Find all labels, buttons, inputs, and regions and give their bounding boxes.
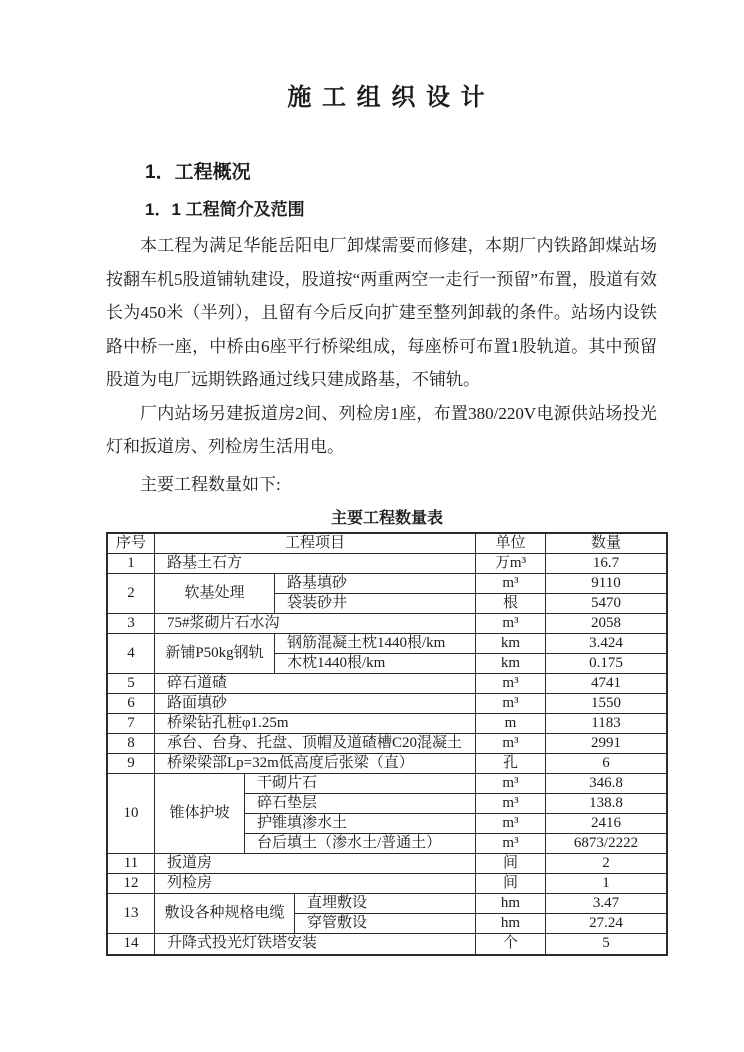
cell-no: 5 — [108, 674, 155, 694]
document-title: 施 工 组 织 设 计 — [287, 84, 487, 111]
cell-sub-item: 袋装砂井 — [275, 594, 476, 614]
subsection-heading: 1．1 工程简介及范围 — [145, 200, 305, 219]
cell-group-label: 敷设各种规格电缆 — [155, 894, 295, 934]
table-row-2 — [108, 574, 666, 614]
cell-unit: hm — [476, 894, 546, 914]
table-row-9 — [108, 754, 666, 774]
cell-unit: km — [476, 654, 546, 674]
cell-unit: 间 — [476, 874, 546, 894]
cell-qty: 0.175 — [546, 654, 666, 674]
quantity-table — [106, 532, 668, 956]
cell-qty: 346.8 — [546, 774, 666, 794]
cell-item: 路基土石方 — [155, 554, 476, 574]
table-row-5 — [108, 674, 666, 694]
header-cell-qty: 数量 — [546, 534, 666, 554]
cell-qty: 2 — [546, 854, 666, 874]
cell-qty: 3.424 — [546, 634, 666, 654]
paragraph-table-lead-in: 主要工程数量如下: — [140, 474, 281, 494]
cell-no: 4 — [108, 634, 155, 674]
cell-item: 碎石道碴 — [155, 674, 476, 694]
cell-no: 2 — [108, 574, 155, 614]
table-row-8 — [108, 734, 666, 754]
cell-unit: m³ — [476, 694, 546, 714]
cell-qty: 2416 — [546, 814, 666, 834]
cell-sub-item: 直埋敷设 — [295, 894, 476, 914]
table-header-row — [108, 534, 666, 554]
paragraph-project-intro: 本工程为满足华能岳阳电厂卸煤需要而修建，本期厂内铁路卸煤站场按翻车机5股道铺轨建设，股道按“两重两空一走行一预留”布置，股道有效长为450米（半列），且留有今后反向扩建至整列卸载的条件。站场内设铁路中桥一座，中桥由6座平行桥梁组成，每座桥可布置1股轨道。其中预留股道为电厂远期铁路通过线只建成路基，不铺轨。 — [106, 236, 657, 389]
cell-qty: 9110 — [546, 574, 666, 594]
cell-unit: m³ — [476, 814, 546, 834]
cell-qty: 1183 — [546, 714, 666, 734]
header-cell-unit: 单位 — [476, 534, 546, 554]
table-row-1 — [108, 554, 666, 574]
cell-qty: 6873/2222 — [546, 834, 666, 854]
cell-unit: 个 — [476, 934, 546, 954]
cell-unit: 孔 — [476, 754, 546, 774]
header-cell-no: 序号 — [108, 534, 155, 554]
cell-qty: 2058 — [546, 614, 666, 634]
cell-qty: 1550 — [546, 694, 666, 714]
cell-unit: hm — [476, 914, 546, 934]
cell-sub-item: 护锥填渗水土 — [245, 814, 476, 834]
cell-unit: m³ — [476, 734, 546, 754]
cell-item: 桥梁钻孔桩φ1.25m — [155, 714, 476, 734]
cell-no: 7 — [108, 714, 155, 734]
cell-qty: 138.8 — [546, 794, 666, 814]
cell-unit: 根 — [476, 594, 546, 614]
cell-unit: m³ — [476, 774, 546, 794]
cell-sub-item: 穿管敷设 — [295, 914, 476, 934]
table-row-10 — [108, 774, 666, 854]
cell-unit: 万m³ — [476, 554, 546, 574]
table-title: 主要工程数量表 — [330, 509, 443, 527]
cell-no: 3 — [108, 614, 155, 634]
cell-item: 升降式投光灯铁塔安装 — [155, 934, 476, 954]
cell-qty: 4741 — [546, 674, 666, 694]
table-row-7 — [108, 714, 666, 734]
cell-unit: m³ — [476, 834, 546, 854]
cell-qty: 5 — [602, 935, 610, 951]
cell-qty: 27.24 — [546, 914, 666, 934]
table-row-11 — [108, 854, 666, 874]
table-row-14 — [108, 934, 666, 954]
cell-qty: 1 — [546, 874, 666, 894]
section-heading: 1．工程概况 — [145, 162, 251, 183]
cell-item: 75#浆砌片石水沟 — [155, 614, 476, 634]
cell-item: 桥梁梁部Lp=32m低高度后张梁（直） — [155, 754, 476, 774]
cell-no: 10 — [108, 774, 155, 854]
cell-no: 13 — [108, 894, 155, 934]
cell-qty: 3.47 — [546, 894, 666, 914]
cell-no: 6 — [108, 694, 155, 714]
cell-sub-item: 干砌片石 — [245, 774, 476, 794]
cell-qty: 2991 — [546, 734, 666, 754]
cell-item: 列检房 — [155, 874, 476, 894]
cell-no: 1 — [108, 554, 155, 574]
cell-sub-item: 碎石垫层 — [245, 794, 476, 814]
table-row-12 — [108, 874, 666, 894]
cell-sub-item: 木枕1440根/km — [275, 654, 476, 674]
cell-qty: 16.7 — [546, 554, 666, 574]
cell-unit: 间 — [476, 854, 546, 874]
table-row-6 — [108, 694, 666, 714]
paragraph-buildings: 厂内站场另建扳道房2间、列检房1座，布置380/220V电源供站场投光灯和扳道房、列检房生活用电。 — [106, 403, 657, 456]
cell-qty: 5470 — [546, 594, 666, 614]
header-cell-item: 工程项目 — [155, 534, 476, 554]
cell-unit: m³ — [476, 574, 546, 594]
cell-no: 11 — [108, 854, 155, 874]
cell-unit: m³ — [476, 674, 546, 694]
table-row-13 — [108, 894, 666, 934]
cell-item: 扳道房 — [155, 854, 476, 874]
cell-group-label: 软基处理 — [155, 574, 275, 614]
cell-item: 承台、台身、托盘、顶帽及道碴槽C20混凝土 — [155, 734, 476, 754]
cell-unit: m³ — [476, 614, 546, 634]
cell-no: 14 — [108, 934, 155, 954]
cell-sub-item: 路基填砂 — [275, 574, 476, 594]
cell-group-label: 锥体护坡 — [155, 774, 245, 854]
table-row-4 — [108, 634, 666, 674]
cell-no: 9 — [108, 754, 155, 774]
cell-unit: m³ — [476, 794, 546, 814]
cell-sub-item: 钢筋混凝土枕1440根/km — [275, 634, 476, 654]
table-row-3 — [108, 614, 666, 634]
cell-group-label: 新铺P50kg钢轨 — [155, 634, 275, 674]
cell-unit: km — [476, 634, 546, 654]
cell-no: 12 — [108, 874, 155, 894]
cell-sub-item: 台后填土（渗水土/普通土） — [245, 834, 476, 854]
cell-qty: 6 — [546, 754, 666, 774]
cell-item: 路面填砂 — [155, 694, 476, 714]
cell-unit: m — [476, 714, 546, 734]
cell-no: 8 — [108, 734, 155, 754]
